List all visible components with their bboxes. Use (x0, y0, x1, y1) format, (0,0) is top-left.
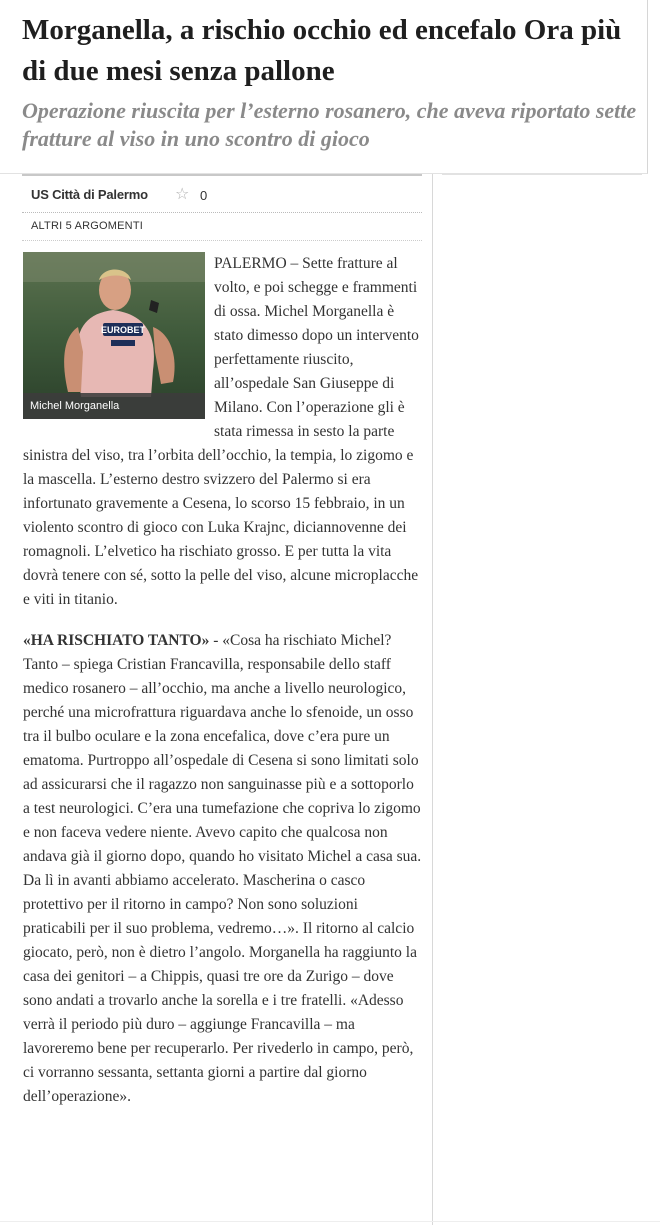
article-subtitle: Operazione riuscita per l’esterno rosanero, che aveva riportato sette fratture al viso in uno scontro di gioco (22, 98, 637, 151)
svg-text:EUROBET: EUROBET (100, 325, 146, 335)
paragraph-body: - «Cosa ha rischiato Michel? Tanto – spiega Cristian Francavilla, responsabile dello staff medico rosanero – all’occhio, ma anche a livello neurologico, perché una microfrattura riguardava anche lo sfenoide, un osso tra il bulbo oculare e la zona encefalica, dove c’era pure un ematoma. Purtroppo all’ospedale di Cesena si sono limitati solo ad assicurarsi che il ragazzo non sanguinasse più e a sottoporlo a test neurologici. C’era una tumefazione che copriva lo zigomo e non faceva vedere niente. Avevo capito che qualcosa non andava già il giorno dopo, quando ho visitato Michel a casa sua. Da lì in avanti abbiamo accelerato. Mascherina o casco protettivo per il ritorno in campo? Non sono soluzioni praticabili per il suo problema, vedremo…». Il ritorno al calcio giocato, però, non è dietro l’angolo. Morganella ha raggiunto la casa dei genitori – a Chippis, quasi tre ore da Zurigo – dove sono andati a trovarlo anche la sorella e i tre fratelli. «Adesso verrà il periodo più duro – aggiunge Francavilla – ma lavoreremo bene per recuperarlo. Per rivederlo in campo, però, ci vorranno sessanta, settanta giorni a partire dal giorno dell’operazione». (23, 632, 422, 1105)
sidebar-divider (432, 174, 433, 1225)
sidebar-top-rule (442, 174, 642, 175)
paragraph-lead: «HA RISCHIATO TANTO» (23, 632, 210, 649)
star-icon[interactable]: ☆ (175, 184, 190, 203)
follow-count: 0 (200, 188, 208, 203)
topic-bar (22, 174, 422, 213)
article-paragraph: PALERMO – Sette fratture al volto, e poi schegge e frammenti di ossa. Michel Morganella è stato dimesso dopo un intervento perfettamente riuscito, all’ospedale San Giuseppe di Milano. Con l’operazione gli è stata rimessa in sesto la parte sinistra del viso, tra l’orbita dell’occhio, la tempia, lo zigomo e la mascella. L’esterno destro svizzero del Palermo si era infortunato gravemente a Cesena, lo scorso 15 febbraio, in un violento scontro di gioco con Luka Krajnc, diciannovenne dei romagnoli. L’elvetico ha rischiato grosso. E per tutta la vita dovrà tenere con sé, sotto la pelle del viso, alcune microplacche e viti in titanio. (23, 255, 419, 608)
photo-caption: Michel Morganella (23, 393, 205, 419)
more-topics-rule (22, 240, 422, 241)
article-title: Morganella, a rischio occhio ed encefalo Ora più di due mesi senza pallone (22, 14, 622, 87)
more-topics-link[interactable]: ALTRI 5 ARGOMENTI (31, 220, 143, 232)
article-photo[interactable] (23, 252, 205, 419)
topic-link[interactable]: US Città di Palermo (31, 187, 148, 202)
page-bottom-rule (0, 1221, 660, 1222)
article-paragraph (23, 629, 423, 1109)
article-header (0, 0, 648, 174)
